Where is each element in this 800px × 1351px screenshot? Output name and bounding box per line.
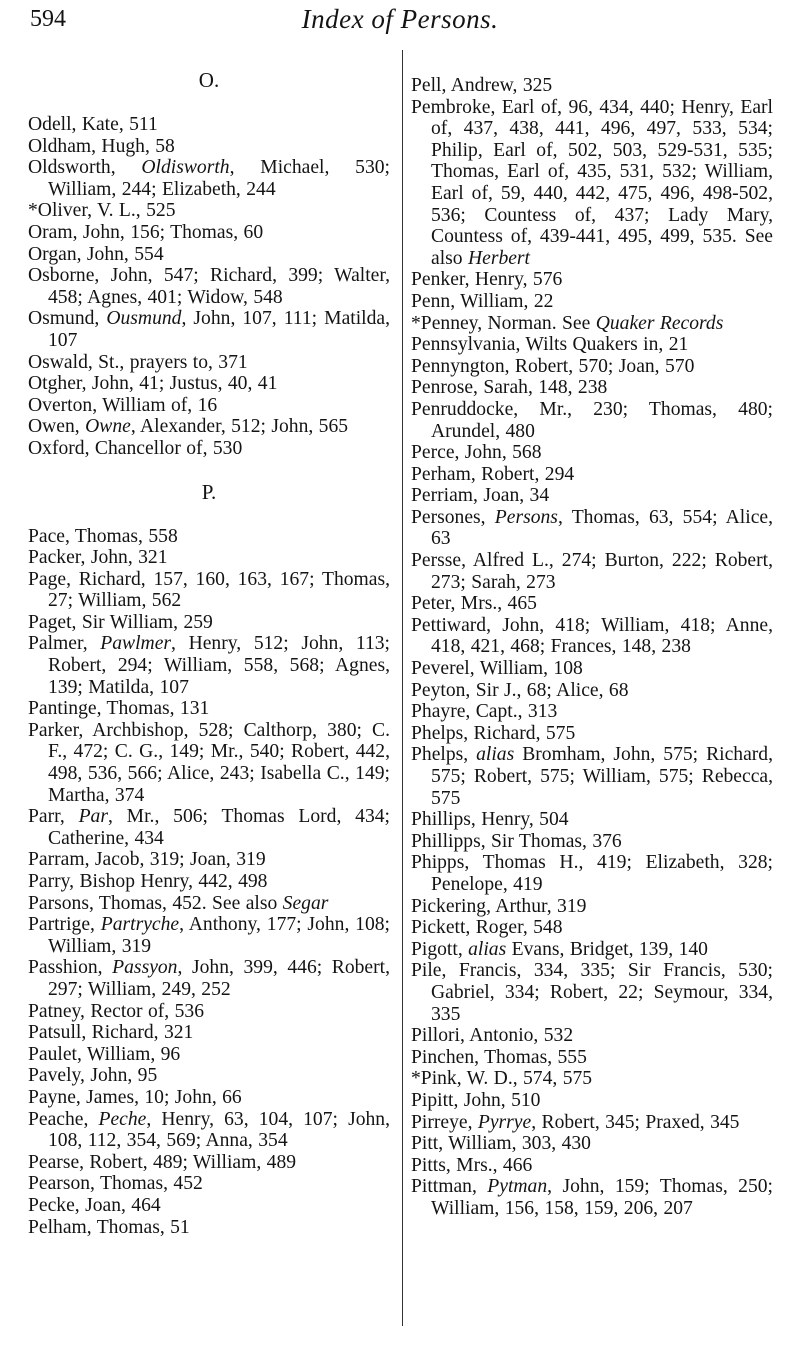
index-entry	[411, 291, 773, 313]
entry-text: Penrose, Sarah, 148, 238	[411, 377, 608, 399]
entry-text: Perce, John, 568	[411, 442, 542, 464]
index-entry	[28, 352, 390, 374]
index-entry	[411, 507, 773, 550]
entry-text: Pelham, Thomas, 51	[28, 1216, 190, 1238]
entry-text: Patsull, Richard, 321	[28, 1022, 194, 1044]
index-entry	[411, 680, 773, 702]
index-entry	[28, 1001, 390, 1023]
index-entry	[411, 313, 773, 335]
entry-text: Paulet, William, 96	[28, 1043, 181, 1065]
index-entry	[28, 438, 390, 460]
italic-variant: Ousmund	[106, 308, 182, 330]
entry-text: , John, 107, 111; Matilda, 107	[48, 308, 390, 351]
entry-text: Persse, Alfred L., 274; Burton, 222; Robert, 273; Sarah, 273	[411, 550, 773, 593]
entry-text: Parry, Bishop Henry, 442, 498	[28, 871, 268, 892]
index-entry	[28, 136, 390, 158]
entry-text: *Penney, Norman. See	[411, 312, 596, 334]
index-entry	[28, 244, 390, 266]
index-entry	[28, 157, 390, 200]
index-entry	[28, 1065, 390, 1087]
italic-variant: Peche	[98, 1108, 147, 1130]
entry-text: *Oliver, V. L., 525	[28, 200, 176, 222]
italic-variant: Persons	[494, 506, 558, 528]
entry-text: Peter, Mrs., 465	[411, 593, 537, 615]
index-entry	[411, 701, 773, 723]
index-entry	[28, 1217, 390, 1239]
index-entry	[28, 265, 390, 308]
entry-text: Patney, Rector of, 536	[28, 1000, 204, 1022]
entry-text: Penn, William, 22	[411, 290, 554, 312]
running-title: Index of Persons.	[301, 4, 499, 34]
entry-text: , Robert, 345; Praxed, 345	[531, 1111, 740, 1133]
entry-text: Pickett, Roger, 548	[411, 917, 563, 939]
entry-text: Pembroke, Earl of, 96, 434, 440; Henry, Earl of, 437, 438, 441, 496, 497, 533, 534; Philip, Earl of, 502, 503, 529-531, 535; Thomas, Earl of, 435, 531, 532; William, Earl of, 59, 440, 442, 475, 496, 498-502, 536; Countess of, 437; Lady Mary, Countess of, 439-441, 495, 499, 535. See also	[411, 96, 773, 269]
entry-text: Pell, Andrew, 325	[411, 75, 553, 96]
entry-text: Pinchen, Thomas, 555	[411, 1046, 587, 1068]
entry-text: Oxford, Chancellor of, 530	[28, 437, 243, 459]
index-entry	[411, 75, 773, 97]
entry-text: Pitt, William, 303, 430	[411, 1133, 591, 1155]
index-entry	[28, 1152, 390, 1174]
entry-text: Peyton, Sir J., 68; Alice, 68	[411, 679, 629, 701]
entry-text: Pile, Francis, 334, 335; Sir Francis, 530; Gabriel, 334; Robert, 22; Seymour, 334, 335	[411, 960, 773, 1025]
italic-variant: Quaker Records	[595, 312, 724, 334]
entry-text: Oswald, St., prayers to, 371	[28, 351, 248, 373]
entry-text: Paget, Sir William, 259	[28, 611, 213, 633]
index-entry	[28, 569, 390, 612]
index-entry	[28, 893, 390, 915]
index-entry	[411, 356, 773, 378]
index-entry	[28, 871, 390, 893]
index-entry	[28, 373, 390, 395]
entry-text: Overton, William of, 16	[28, 394, 218, 416]
index-entry	[28, 914, 390, 957]
italic-variant: Herbert	[467, 247, 531, 269]
index-entry	[28, 849, 390, 871]
italic-variant: Pytman	[487, 1176, 548, 1198]
entry-text: Passhion,	[28, 957, 113, 979]
entry-text: Pirreye,	[411, 1111, 478, 1133]
entry-text: Pecke, Joan, 464	[28, 1194, 161, 1216]
index-entry	[411, 960, 773, 1025]
entry-text: Oram, John, 156; Thomas, 60	[28, 221, 264, 243]
index-entry	[411, 334, 773, 356]
entry-text: Perriam, Joan, 34	[411, 485, 550, 507]
entry-text: *Pink, W. D., 574, 575	[411, 1068, 593, 1090]
index-entry	[411, 723, 773, 745]
column-divider	[402, 50, 403, 1326]
entry-text: , Anthony, 177; John, 108; William, 319	[48, 914, 390, 957]
entry-text: , Michael, 530; William, 244; Elizabeth, 244	[48, 157, 390, 200]
entry-text: Persones,	[411, 506, 495, 528]
entry-text: Oldham, Hugh, 58	[28, 135, 175, 157]
entry-text: , John, 159; Thomas, 250; William, 156, 158, 159, 206, 207	[431, 1176, 774, 1219]
right-column	[411, 75, 773, 1219]
entry-text: , John, 399, 446; Robert, 297; William, 249, 252	[48, 957, 390, 1000]
italic-variant: Passyon	[112, 957, 178, 979]
entry-text: Pearson, Thomas, 452	[28, 1173, 203, 1195]
entry-text: Pennyngton, Robert, 570; Joan, 570	[411, 355, 695, 377]
entry-text: Osborne, John, 547; Richard, 399; Walter, 458; Agnes, 401; Widow, 548	[28, 265, 390, 308]
italic-variant: Segar	[282, 892, 329, 914]
index-entry	[28, 416, 390, 438]
italic-variant: Owne	[85, 416, 131, 438]
entry-text: Pigott,	[411, 938, 469, 960]
italic-variant: Partryche	[100, 914, 180, 936]
index-entry	[28, 698, 390, 720]
entry-text: , Henry, 63, 104, 107; John, 108, 112, 354, 569; Anna, 354	[48, 1108, 391, 1152]
index-entry	[411, 744, 773, 809]
entry-text: Perham, Robert, 294	[411, 463, 575, 485]
entry-text: Parr,	[28, 806, 79, 828]
index-entry	[411, 1133, 773, 1155]
entry-text: Pantinge, Thomas, 131	[28, 698, 210, 720]
entry-text: Phipps, Thomas H., 419; Elizabeth, 328; Penelope, 419	[411, 852, 773, 895]
entry-text: Organ, John, 554	[28, 243, 164, 265]
entry-text: Penruddocke, Mr., 230; Thomas, 480; Arundel, 480	[411, 398, 773, 442]
index-entry	[28, 1109, 390, 1152]
index-entry	[411, 896, 773, 918]
index-entry	[28, 1044, 390, 1066]
entry-text: Odell, Kate, 511	[28, 114, 158, 135]
index-entry	[411, 464, 773, 486]
entry-text: Palmer,	[28, 633, 101, 655]
entry-text: Phelps,	[411, 744, 477, 766]
index-entry	[411, 809, 773, 831]
index-entry	[411, 1176, 773, 1219]
entry-text: Phayre, Capt., 313	[411, 701, 558, 723]
entry-text: Owen,	[28, 416, 86, 438]
italic-variant: Pawlmer	[100, 633, 172, 655]
index-entry	[28, 395, 390, 417]
left-column	[28, 70, 390, 1238]
entry-text: Osmund,	[28, 308, 107, 330]
index-entry	[28, 547, 390, 569]
entry-text: Packer, John, 321	[28, 547, 168, 569]
index-entry	[411, 1068, 773, 1090]
entry-text: , Mr., 506; Thomas Lord, 434; Catherine, 434	[48, 806, 391, 849]
index-entry	[411, 550, 773, 593]
italic-variant: Pyrrye	[477, 1111, 532, 1133]
entry-text: Parram, Jacob, 319; Joan, 319	[28, 849, 266, 871]
index-entry	[411, 852, 773, 895]
entry-text: Parker, Archbishop, 528; Calthorp, 380; C. F., 472; C. G., 149; Mr., 540; Robert, 442, 498, 536, 566; Alice, 243; Isabella C., 149; Martha, 374	[28, 719, 390, 806]
entry-text: Pace, Thomas, 558	[28, 525, 178, 547]
entry-text: Pitts, Mrs., 466	[411, 1154, 533, 1176]
index-entry	[411, 269, 773, 291]
entry-text: Peverel, William, 108	[411, 658, 583, 680]
entry-text: Penker, Henry, 576	[411, 269, 563, 291]
index-entry	[28, 526, 390, 548]
index-entry	[28, 1022, 390, 1044]
italic-variant: Oldisworth	[141, 157, 230, 179]
italic-variant: alias	[476, 744, 515, 766]
index-entry	[411, 593, 773, 615]
index-entry	[411, 97, 773, 270]
index-entry	[28, 222, 390, 244]
entry-text: Pittman,	[411, 1176, 488, 1198]
entry-text: Oldsworth,	[28, 157, 142, 179]
index-entry	[411, 917, 773, 939]
index-entry	[28, 200, 390, 222]
page-number: 594	[30, 6, 66, 32]
index-entry	[411, 442, 773, 464]
entry-text: Pennsylvania, Wilts Quakers in, 21	[411, 334, 689, 356]
entry-text: Evans, Bridget, 139, 140	[506, 938, 708, 960]
entry-text: Page, Richard, 157, 160, 163, 167; Thomas, 27; William, 562	[28, 568, 390, 612]
index-entry	[411, 1155, 773, 1177]
index-entry	[28, 720, 390, 806]
index-entry	[28, 114, 390, 136]
entry-text: Pillori, Antonio, 532	[411, 1025, 574, 1047]
index-entry	[411, 399, 773, 442]
entry-text: Payne, James, 10; John, 66	[28, 1086, 242, 1108]
index-entry	[411, 485, 773, 507]
entry-text: Phillips, Henry, 504	[411, 809, 569, 831]
index-entry	[411, 831, 773, 853]
entry-text: Partrige,	[28, 914, 101, 936]
italic-variant: Par	[78, 806, 108, 828]
entry-text: Otgher, John, 41; Justus, 40, 41	[28, 373, 278, 395]
index-entry	[28, 957, 390, 1000]
entry-text: Parsons, Thomas, 452. See also	[28, 892, 283, 914]
index-entry	[28, 806, 390, 849]
entry-text: Peache,	[28, 1108, 99, 1130]
index-entry	[28, 1173, 390, 1195]
index-entry	[28, 308, 390, 351]
index-entry	[411, 658, 773, 680]
entry-text: Pettiward, John, 418; William, 418; Anne, 418, 421, 468; Frances, 148, 238	[411, 614, 773, 658]
entry-text: Pavely, John, 95	[28, 1065, 158, 1087]
entry-text: Phillipps, Sir Thomas, 376	[411, 830, 622, 852]
entry-text: Pickering, Arthur, 319	[411, 895, 587, 917]
section-heading: P.	[201, 479, 217, 504]
index-entry	[411, 615, 773, 658]
index-entry	[411, 1090, 773, 1112]
index-entry	[28, 633, 390, 698]
index-entry	[28, 1195, 390, 1217]
italic-variant: alias	[468, 938, 507, 960]
entry-text: , Thomas, 63, 554; Alice, 63	[431, 506, 773, 550]
entry-text: Phelps, Richard, 575	[411, 722, 576, 744]
entry-text: Pipitt, John, 510	[411, 1089, 541, 1111]
entry-text: , Alexander, 512; John, 565	[130, 416, 349, 438]
entry-text: Pearse, Robert, 489; William, 489	[28, 1151, 297, 1173]
index-entry	[411, 1047, 773, 1069]
section-heading: O.	[198, 68, 220, 92]
index-entry	[28, 612, 390, 634]
index-entry	[411, 1025, 773, 1047]
index-entry	[411, 377, 773, 399]
index-entry	[28, 1087, 390, 1109]
entry-text: , Henry, 512; John, 113; Robert, 294; William, 558, 568; Agnes, 139; Matilda, 107	[48, 633, 390, 698]
index-entry	[411, 939, 773, 961]
index-entry	[411, 1112, 773, 1134]
entry-text: Bromham, John, 575; Richard, 575; Robert, 575; William, 575; Rebecca, 575	[431, 744, 774, 809]
